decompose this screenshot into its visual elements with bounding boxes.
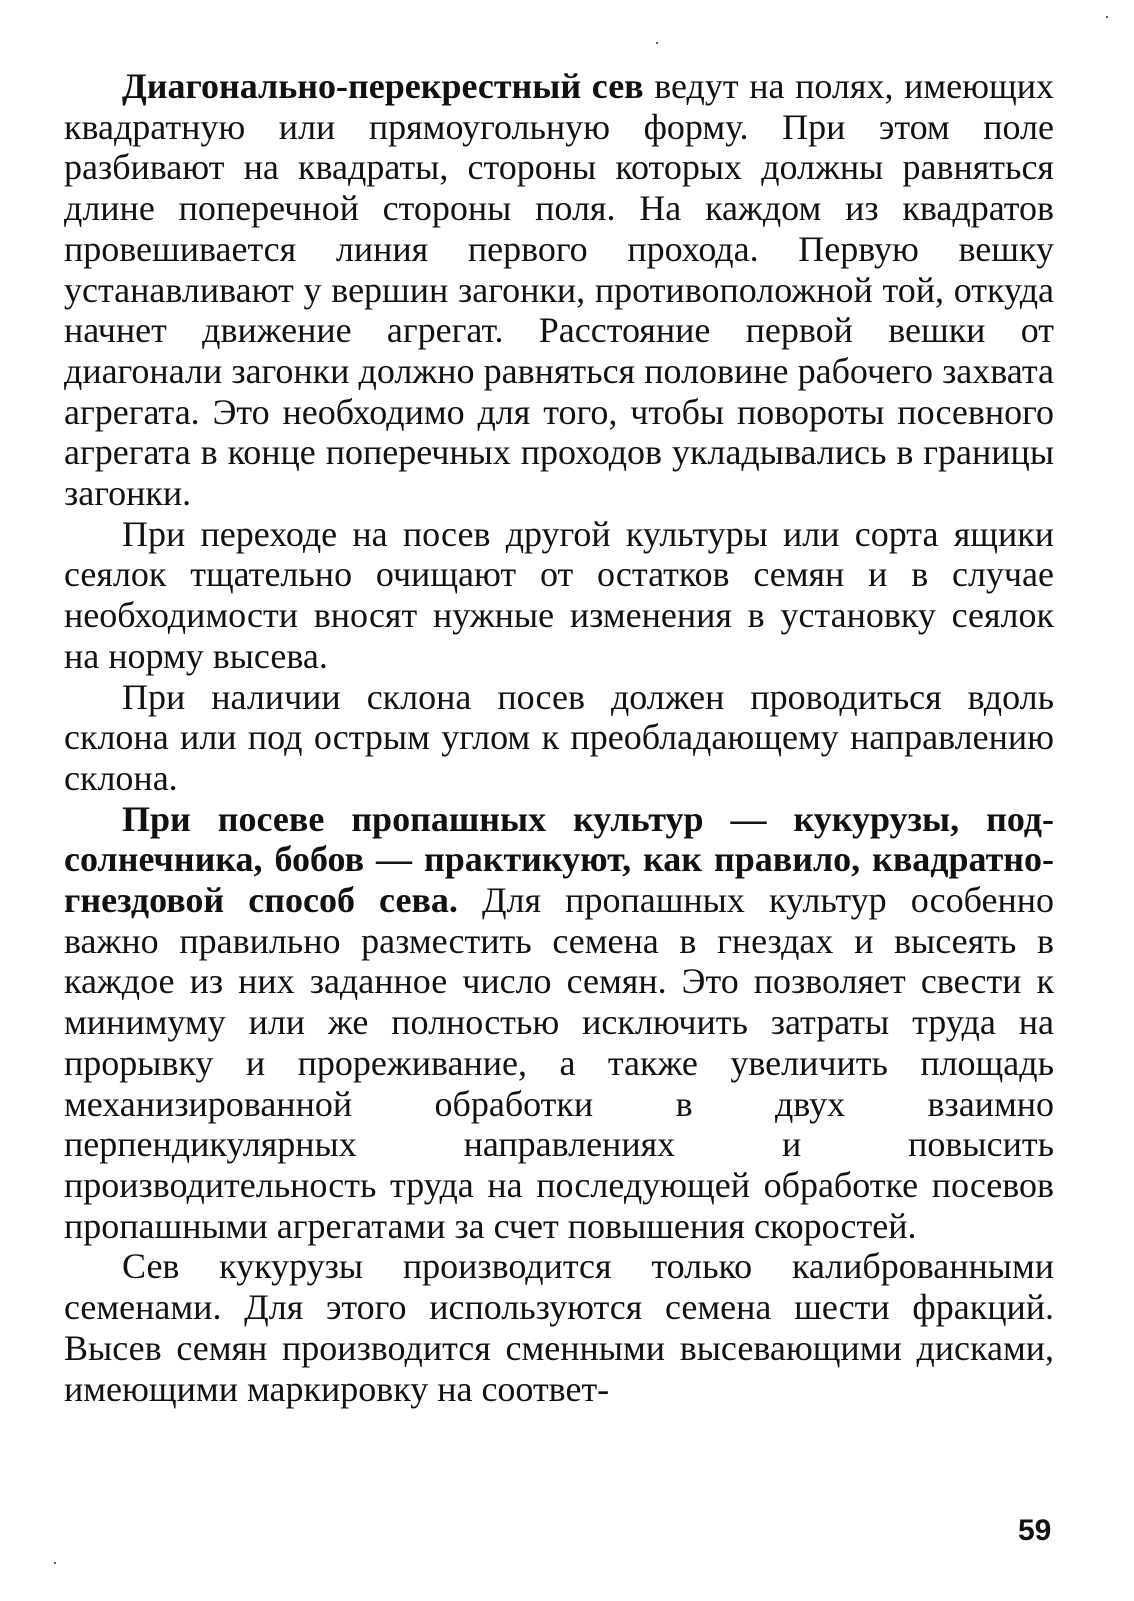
scan-speck (1106, 16, 1108, 18)
paragraph-row-crops (64, 799, 1054, 1247)
paragraph-lead-bold: При посеве пропашных культур — кукурузы, подсолнечника, бобов — практикуют, как правило, квадратно-гнездовой способ сева. (64, 798, 1054, 921)
paragraph-text: Сев кукурузы производится только калиброванными семенами. Для этого используются семена шести фракций. Высев семян производится сменными высевающими дисками, имеющими маркировку на соответ- (64, 1246, 1054, 1409)
scan-speck (656, 42, 658, 44)
paragraph-lead-bold: Диагонально-перекрестный сев (122, 66, 644, 106)
text-body (64, 66, 1054, 1409)
paragraph-text: При наличии склона посев должен проводиться вдоль склона или под острым углом к преобладающему направлению склона. (64, 676, 1054, 798)
paragraph-corn-sowing (64, 1246, 1054, 1409)
paragraph-slope (64, 677, 1054, 799)
page-number: 59 (1018, 1514, 1052, 1547)
paragraph-text: При переходе на посев другой культуры или сорта ящики сеялок тщательно очищают от остатков семян и в случае необходимости вносят нужные изменения в установку сеялок на норму высева. (64, 513, 1054, 676)
paragraph-diagonal-sowing (64, 66, 1054, 514)
paragraph-crop-change (64, 514, 1054, 677)
paragraph-text: ведут на полях, имеющих квадратную или прямоугольную форму. При этом поле разбивают на квадраты, стороны которых должны равняться длине поперечной стороны поля. На каждом из квадратов провешивается линия первого прохода. Первую вешку устанавливают у вершин загонки, противоположной той, откуда начнет движение агрегат. Расстояние первой вешки от диагонали загонки должно равняться половине рабочего захвата агрегата. Это необходимо для того, чтобы повороты посевного агрегата в конце поперечных проходов укладывались в границы загонки. (64, 66, 1054, 514)
scan-speck (54, 1562, 56, 1564)
paragraph-text: Для пропашных культур особенно важно правильно разместить семена в гнездах и высеять в каждое из них заданное число семян. Это позволяет свести к минимуму или же полностью исключить затраты труда на прорывку и прореживание, а также увеличить площадь механизированной обработки в двух взаимно перпендикулярных направлениях и повысить производительность труда на последующей обработке посевов пропашными агрегатами за счет повышения скоростей. (64, 880, 1054, 1246)
